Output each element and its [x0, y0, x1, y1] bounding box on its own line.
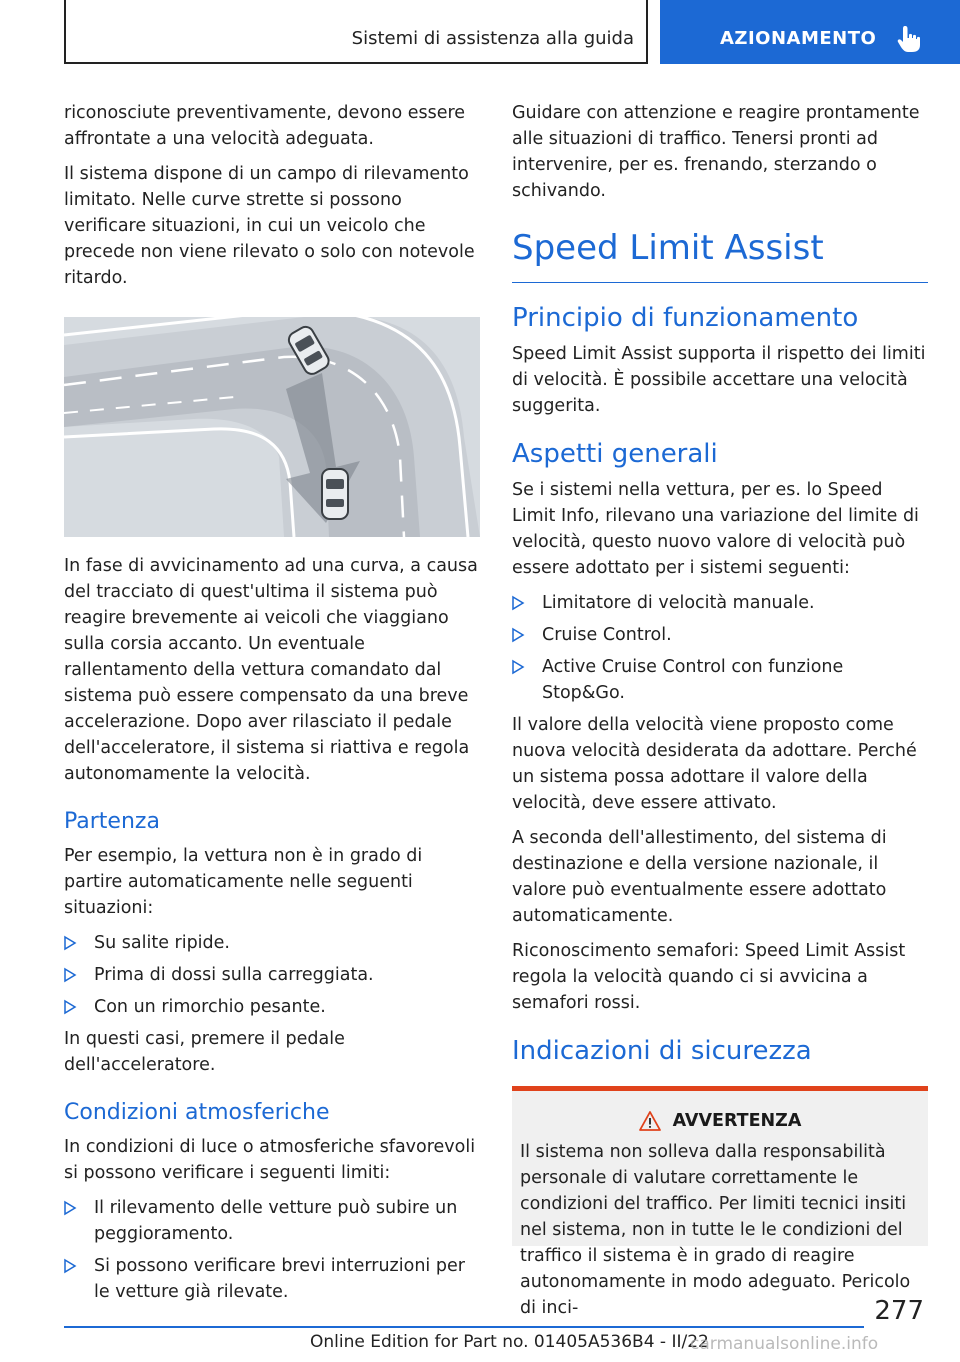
triangle-bullet-icon — [64, 1201, 76, 1215]
triangle-bullet-icon — [64, 1259, 76, 1273]
paragraph: Riconoscimento semafori: Speed Limit Assist regola la velocità quando ci si avvicina a semafori rossi. — [512, 941, 906, 1013]
watermark: carmanualsonline.info — [690, 1334, 879, 1354]
left-column — [64, 100, 480, 1311]
warning-header — [520, 1111, 920, 1131]
list-item — [64, 1195, 480, 1247]
list-item — [64, 994, 480, 1020]
curve-road-illustration — [64, 317, 480, 537]
partenza-list — [64, 930, 480, 1020]
page-number: 277 — [874, 1296, 924, 1326]
list-item-text: Prima di dossi sulla carreggiata. — [94, 965, 374, 985]
triangle-bullet-icon — [512, 628, 524, 642]
warning-triangle-icon — [639, 1111, 661, 1131]
list-item-text: Il rilevamento delle vetture può subire un peggioramento. — [94, 1198, 458, 1244]
heading-sicurezza: Indicazioni di sicurezza — [512, 1036, 812, 1066]
triangle-bullet-icon — [512, 596, 524, 610]
curve-road-svg — [64, 317, 480, 537]
condizioni-list — [64, 1195, 480, 1305]
paragraph: Il valore della velocità viene proposto come nuova velocità desiderata da adottare. Perché un sistema possa adottare il valore della velocità, deve essere attivato. — [512, 715, 917, 813]
paragraph: Speed Limit Assist supporta il rispetto dei limiti di velocità. È possibile accettare una velocità suggerita. — [512, 344, 926, 416]
heading-aspetti: Aspetti generali — [512, 439, 718, 469]
heading-condizioni: Condizioni atmosferiche — [64, 1100, 330, 1125]
list-item — [512, 654, 928, 706]
pointing-hand-icon — [896, 24, 922, 54]
list-item — [512, 590, 928, 616]
triangle-bullet-icon — [64, 968, 76, 982]
paragraph: In questi casi, premere il pedale dell'acceleratore. — [64, 1029, 345, 1075]
paragraph: Per esempio, la vettura non è in grado di partire automaticamente nelle seguenti situazioni: — [64, 846, 423, 918]
heading-partenza: Partenza — [64, 809, 160, 834]
header-section-box — [660, 0, 960, 64]
header-title: Sistemi di assistenza alla guida — [351, 28, 634, 49]
paragraph: Se i sistemi nella vettura, per es. lo Speed Limit Info, rilevano una variazione del limite di velocità, questo nuovo valore di velocità può essere adottato per i sistemi seguenti: — [512, 480, 919, 578]
list-item-text: Active Cruise Control con funzione Stop&Go. — [542, 657, 844, 703]
paragraph: A seconda dell'allestimento, del sistema di destinazione e della versione nazionale, il valore può eventualmente essere adottato automaticamente. — [512, 828, 887, 926]
list-item-text: Si possono verificare brevi interruzioni per le vetture già rilevate. — [94, 1256, 465, 1302]
list-item — [64, 1253, 480, 1305]
paragraph: riconosciute preventivamente, devono essere affrontate a una velocità adeguata. — [64, 103, 466, 149]
triangle-bullet-icon — [512, 660, 524, 674]
list-item-text: Con un rimorchio pesante. — [94, 997, 326, 1017]
heading-principio: Principio di funzionamento — [512, 303, 859, 333]
paragraph: In condizioni di luce o atmosferiche sfavorevoli si possono verificare i seguenti limiti: — [64, 1137, 476, 1183]
paragraph: Guidare con attenzione e reagire prontamente alle situazioni di traffico. Tenersi pronti ad intervenire, per es. frenando, sterzando o schivando. — [512, 103, 920, 201]
list-item — [64, 962, 480, 988]
warning-title: AVVERTENZA — [672, 1111, 802, 1131]
list-item — [64, 930, 480, 956]
warning-text: Il sistema non solleva dalla responsabilità personale di valutare correttamente le condizioni del traffico. Per limiti tecnici insiti nel sistema, non in tutte le le condizioni del traffico il sistema è in grado di reagire autonomamente in modo adeguato. Pericolo di inci- — [520, 1142, 911, 1318]
heading-speed-limit-assist: Speed Limit Assist — [512, 226, 928, 283]
triangle-bullet-icon — [64, 936, 76, 950]
list-item — [512, 622, 928, 648]
paragraph: Il sistema dispone di un campo di rilevamento limitato. Nelle curve strette si possono verificare situazioni, in cui un veicolo che precede non viene rilevato o solo con notevole ritardo. — [64, 164, 475, 288]
paragraph: In fase di avvicinamento ad una curva, a causa del tracciato di quest'ultima il sistema può reagire brevemente ai veicoli che viaggiano sulla corsia accanto. Un eventuale rallentamento della vettura comandato dal sistema può essere compensato da una breve accelerazione. Dopo aver rilasciato il pedale dell'acceleratore, il sistema si riattiva e regola autonomamente la velocità. — [64, 556, 478, 784]
edition-footer: Online Edition for Part no. 01405A536B4 - II/22 — [310, 1332, 709, 1352]
header-title-box — [64, 0, 648, 64]
triangle-bullet-icon — [64, 1000, 76, 1014]
header-section-label: AZIONAMENTO — [720, 28, 877, 49]
list-item-text: Cruise Control. — [542, 625, 672, 645]
footer-divider — [64, 1326, 864, 1328]
aspetti-list — [512, 590, 928, 706]
list-item-text: Su salite ripide. — [94, 933, 230, 953]
list-item-text: Limitatore di velocità manuale. — [542, 593, 815, 613]
